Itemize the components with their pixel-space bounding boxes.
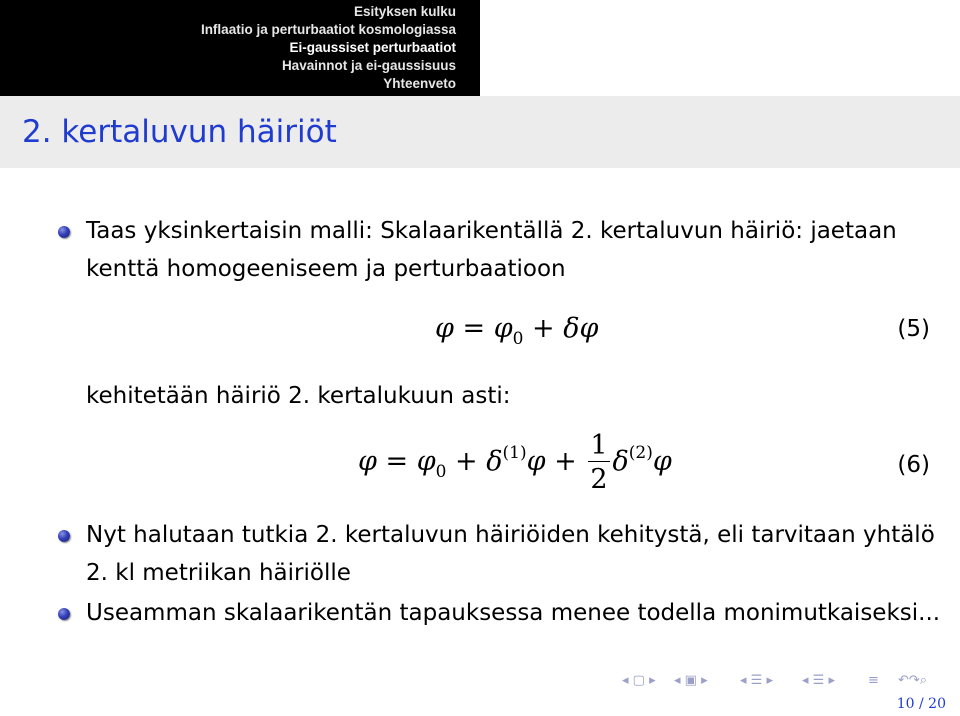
eq6-delta-2: δ: [612, 446, 629, 477]
equation-5: [435, 313, 599, 349]
nav-item-esityksen-kulku[interactable]: Esityksen kulku: [353, 4, 456, 19]
eq6-plus-1: +: [455, 446, 478, 477]
beamer-navigation-symbols: [622, 673, 952, 691]
section-navigation: [0, 0, 480, 96]
bullet-text-3: Useamman skalaarikentän tapauksessa menee todella monimutkaiseksi...: [86, 600, 941, 626]
frame-title: 2. kertaluvun häiriöt: [22, 114, 337, 150]
eq6-fraction-denominator: 2: [590, 464, 608, 495]
nav-item-yhteenveto[interactable]: Yhteenveto: [383, 76, 456, 91]
between-text: kehitetään häiriö 2. kertalukuun asti:: [86, 383, 511, 409]
eq6-phi-b: φ: [652, 446, 672, 477]
nav-prev-subsection-icon[interactable]: ◂ ☰ ▸: [740, 673, 773, 688]
nav-align-icon[interactable]: ≡: [868, 673, 879, 688]
eq5-phi0-sub: 0: [512, 329, 524, 349]
nav-item-inflaatio[interactable]: Inflaatio ja perturbaatiot kosmologiassa: [200, 22, 456, 37]
bullet-text-2: Nyt halutaan tutkia 2. kertaluvun häiriöiden kehitystä, eli tarvitaan yhtälö 2. kl metriikan häiriölle: [86, 522, 935, 586]
nav-next-subsection-icon[interactable]: ◂ ☰ ▸: [802, 673, 835, 688]
page-number: 10 / 20: [896, 696, 946, 712]
nav-search-icon[interactable]: ↶↷⌕: [898, 673, 928, 688]
eq5-equals: =: [462, 313, 486, 344]
equation-6: [358, 432, 672, 493]
eq6-phi0: φ: [416, 446, 436, 477]
eq6-lhs: φ: [358, 446, 377, 477]
eq6-phi-a: φ: [526, 446, 546, 477]
nav-next-frame-icon[interactable]: ◂ ▣ ▸: [674, 673, 708, 688]
eq5-lhs: φ: [435, 313, 454, 344]
eq5-plus: +: [532, 313, 555, 344]
nav-prev-frame-icon[interactable]: ◂ ▢ ▸: [622, 673, 656, 688]
nav-item-havainnot[interactable]: Havainnot ja ei-gaussisuus: [281, 58, 456, 73]
eq6-equals: =: [385, 446, 409, 477]
eq5-delta-phi: δφ: [563, 313, 599, 344]
eq6-delta-1: δ: [486, 446, 503, 477]
bullet-icon: [58, 608, 70, 620]
eq6-delta-1-sup: (1): [502, 443, 527, 463]
eq5-phi0: φ: [493, 313, 513, 344]
bullet-icon: [58, 226, 70, 238]
equation-number-5: (5): [897, 316, 930, 342]
bullet-text-1: Taas yksinkertaisin malli: Skalaarikentällä 2. kertaluvun häiriö: jaetaan kenttä homogeeniseem ja perturbaatioon: [86, 218, 897, 282]
eq6-fraction-numerator: 1: [590, 430, 608, 461]
eq6-delta-2-sup: (2): [628, 443, 653, 463]
nav-item-ei-gaussiset[interactable]: Ei-gaussiset perturbaatiot: [289, 40, 456, 55]
eq6-plus-2: +: [554, 446, 577, 477]
equation-number-6: (6): [897, 452, 930, 478]
eq6-phi0-sub: 0: [435, 462, 447, 482]
bullet-icon: [58, 530, 70, 542]
eq6-fraction: [588, 432, 609, 493]
